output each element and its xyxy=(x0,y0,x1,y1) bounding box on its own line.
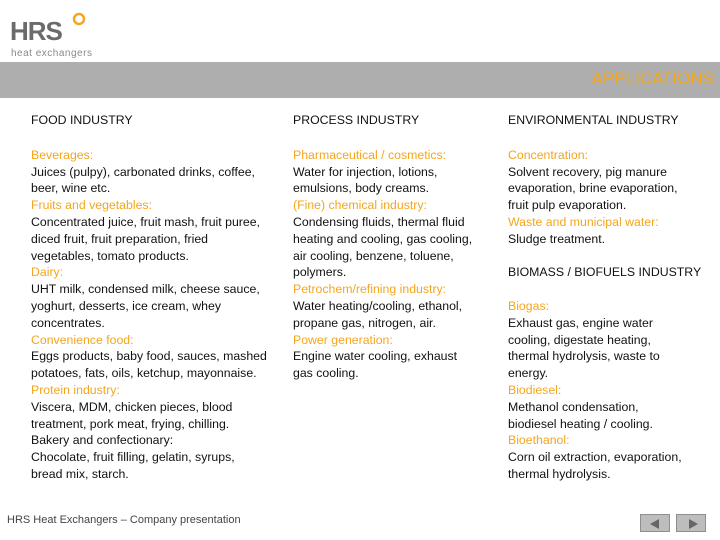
text-line: fruit pulp evaporation. xyxy=(508,198,627,213)
text-line: thermal hydrolysis. xyxy=(508,466,611,481)
text-line: cooling, digestate heating, xyxy=(508,332,651,347)
logo-wordmark: HRS xyxy=(10,16,62,46)
text-line: Solvent recovery, pig manure xyxy=(508,164,668,179)
text-line: UHT milk, condensed milk, cheese sauce, xyxy=(31,282,260,297)
text-line: Water for injection, lotions, xyxy=(293,164,438,179)
column-food-industry xyxy=(31,112,281,483)
arrow-right-icon xyxy=(677,515,707,533)
column-title: ENVIRONMENTAL INDUSTRY xyxy=(508,113,679,127)
spacer xyxy=(508,248,713,265)
category-heading: Power generation: xyxy=(293,332,393,347)
category-heading: Dairy: xyxy=(31,265,64,280)
text-line: polymers. xyxy=(293,265,347,280)
slide-navigation xyxy=(640,514,710,534)
category-heading: Protein industry: xyxy=(31,382,120,397)
column-environmental-industry xyxy=(508,112,713,483)
text-line: Bakery and confectionary: xyxy=(31,433,174,448)
column-title: FOOD INDUSTRY xyxy=(31,113,133,127)
text-line: BIOMASS / BIOFUELS INDUSTRY xyxy=(508,265,702,280)
previous-slide-button[interactable] xyxy=(640,514,670,532)
text-line: Viscera, MDM, chicken pieces, blood xyxy=(31,399,233,414)
page-title: APPLICATIONS xyxy=(591,69,714,88)
text-line: bread mix, starch. xyxy=(31,466,129,481)
text-line: air cooling, benzene, toluene, xyxy=(293,248,454,263)
arrow-left-icon xyxy=(641,515,671,533)
column-title: PROCESS INDUSTRY xyxy=(293,113,420,127)
text-line: evaporation, brine evaporation, xyxy=(508,181,678,196)
text-line: treatment, pork meat, frying, chilling. xyxy=(31,416,230,431)
category-heading: Convenience food: xyxy=(31,332,134,347)
category-heading: Beverages: xyxy=(31,147,94,162)
category-heading: Pharmaceutical / cosmetics: xyxy=(293,147,447,162)
text-line: vegetables, tomato products. xyxy=(31,248,189,263)
text-line: Eggs products, baby food, sauces, mashed xyxy=(31,349,267,364)
category-heading: Fruits and vegetables: xyxy=(31,198,152,213)
text-line: Methanol condensation, xyxy=(508,399,639,414)
logo-tagline: heat exchangers xyxy=(11,48,93,59)
text-line: yoghurt, desserts, ice cream, whey xyxy=(31,298,221,313)
text-line: emulsions, body creams. xyxy=(293,181,430,196)
footer-caption: HRS Heat Exchangers – Company presentation xyxy=(7,514,241,526)
next-slide-button[interactable] xyxy=(676,514,706,532)
text-line: Engine water cooling, exhaust xyxy=(293,349,458,364)
text-line: Sludge treatment. xyxy=(508,231,606,246)
text-line: Exhaust gas, engine water xyxy=(508,315,653,330)
text-line: Concentrated juice, fruit mash, fruit puree, xyxy=(31,214,260,229)
text-line: thermal hydrolysis, waste to xyxy=(508,349,660,364)
text-line: propane gas, nitrogen, air. xyxy=(293,315,436,330)
text-line: gas cooling. xyxy=(293,366,359,381)
category-heading: Waste and municipal water: xyxy=(508,214,659,229)
sun-icon xyxy=(72,12,86,26)
text-line: Juices (pulpy), carbonated drinks, coffee, xyxy=(31,164,255,179)
text-line: biodiesel heating / cooling. xyxy=(508,416,653,431)
text-line: Condensing fluids, thermal fluid xyxy=(293,214,465,229)
text-line: heating and cooling, gas cooling, xyxy=(293,231,473,246)
category-heading: Biodiesel: xyxy=(508,382,562,397)
text-line: Chocolate, fruit filling, gelatin, syrups, xyxy=(31,450,235,465)
category-heading: Bioethanol: xyxy=(508,433,570,448)
text-line: diced fruit, fruit preparation, fried xyxy=(31,231,209,246)
category-heading: (Fine) chemical industry: xyxy=(293,198,427,213)
text-line: energy. xyxy=(508,366,549,381)
title-band xyxy=(0,62,720,98)
category-heading: Petrochem/refining industry: xyxy=(293,282,447,297)
text-line: potatoes, fats, oils, ketchup, mayonnaise. xyxy=(31,366,257,381)
text-line: Corn oil extraction, evaporation, xyxy=(508,450,682,465)
text-line: concentrates. xyxy=(31,315,105,330)
spacer xyxy=(508,281,713,298)
company-logo xyxy=(10,10,120,60)
text-line: Water heating/cooling, ethanol, xyxy=(293,298,463,313)
category-heading: Biogas: xyxy=(508,298,550,313)
category-heading: Concentration: xyxy=(508,147,588,162)
text-line: beer, wine etc. xyxy=(31,181,111,196)
column-process-industry xyxy=(293,112,498,382)
